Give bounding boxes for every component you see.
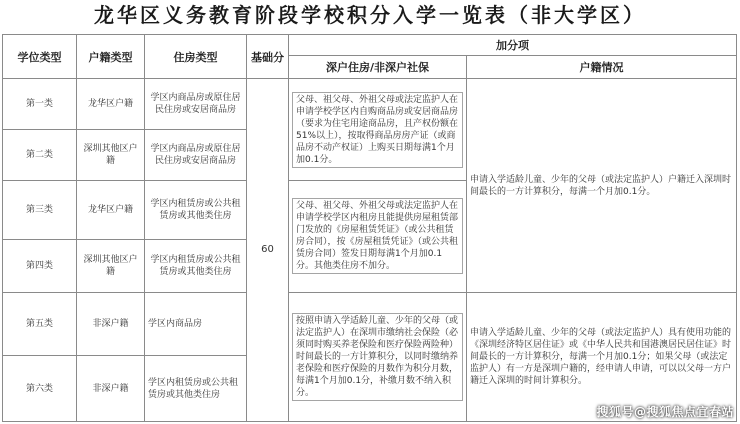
bonus-residence-permit: 申请入学适龄儿童、少年的父母（或法定监护人）具有使用功能的《深圳经济特区居住证》或《中华人民共和国港澳居民居住证》时间最长的一方计算积分，每满一个月加0.1分；如果父母（或法定监护人）有一方是深圳户籍的，经申请人申请，可以以父母一方户籍迁入深圳的时间计算积分。 [467,292,737,421]
header-base: 基础分 [247,35,289,79]
row-hukou: 龙华区户籍 [77,180,145,239]
points-table [2,34,737,422]
header-hukou: 户籍类型 [77,35,145,79]
base-score: 60 [247,79,289,422]
bonus-owned-house [289,79,467,181]
bonus-social-security [289,292,467,421]
bonus-rental-text: 父母、祖父母、外祖父母或法定监护人在申请学校学区内租房且能提供房屋租赁部门发放的《房屋租赁凭证》（或公共租赁房合同），按《房屋租赁凭证》（或公共租赁房合同）签发日期每满1个月加0.1分。其他类住房不加分。 [292,198,463,274]
row-housing: 学区内租赁房或公共租赁房或其他类住房 [145,240,247,293]
row-type: 第三类 [3,180,77,239]
header-row-1 [3,35,737,56]
header-bonus-housing: 深户住房/非深户社保 [289,56,467,79]
row-housing: 学区内商品房 [145,292,247,355]
header-bonus: 加分项 [289,35,737,56]
row-type: 第五类 [3,292,77,355]
row-hukou: 非深户籍 [77,356,145,422]
bonus-hukou-sz: 申请入学适龄儿童、少年的父母（或法定监护人）户籍迁入深圳时间最长的一方计算积分，每满一个月加0.1分。 [467,79,737,293]
row-type: 第二类 [3,130,77,181]
row-hukou: 深圳其他区户籍 [77,240,145,293]
bonus-owned-house-text: 父母、祖父母、外祖父母或法定监护人在申请学校学区内自购商品房或安居商品房（要求为住宅用途商品房，且产权份额在51%以上），按取得商品房房产证（或商品房不动产权证）上购买日期每满1个月加0.1分。 [292,92,463,168]
row-housing: 学区内商品房或原住居民住房或安居商品房 [145,130,247,181]
row-hukou: 龙华区户籍 [77,79,145,130]
table-row [3,79,737,130]
header-housing: 住房类型 [145,35,247,79]
header-bonus-hukou: 户籍情况 [467,56,737,79]
row-type: 第一类 [3,79,77,130]
row-housing: 学区内租赁房或公共租赁房或其他类住房 [145,180,247,239]
row-housing: 学区内租赁房或公共租赁房或其他类住房 [145,356,247,422]
row-type: 第六类 [3,356,77,422]
watermark: 搜狐号@搜狐焦点宜春站 [596,405,734,419]
bonus-social-security-text: 按照申请入学适龄儿童、少年的父母（或法定监护人）在深圳市缴纳社会保险（必须同时购买养老保险和医疗保险两险种）时间最长的一方计算积分，以同时缴纳养老保险和医疗保险的月数作为积分月数，每满1个月加0.1分，补缴月数不纳入积分。 [292,313,463,401]
bonus-rental [289,180,467,292]
table-row [3,292,737,355]
row-type: 第四类 [3,240,77,293]
page-title: 龙华区义务教育阶段学校积分入学一览表（非大学区） [94,3,646,27]
row-hukou: 深圳其他区户籍 [77,130,145,181]
header-type: 学位类型 [3,35,77,79]
row-hukou: 非深户籍 [77,292,145,355]
row-housing: 学区内商品房或原住居民住房或安居商品房 [145,79,247,130]
